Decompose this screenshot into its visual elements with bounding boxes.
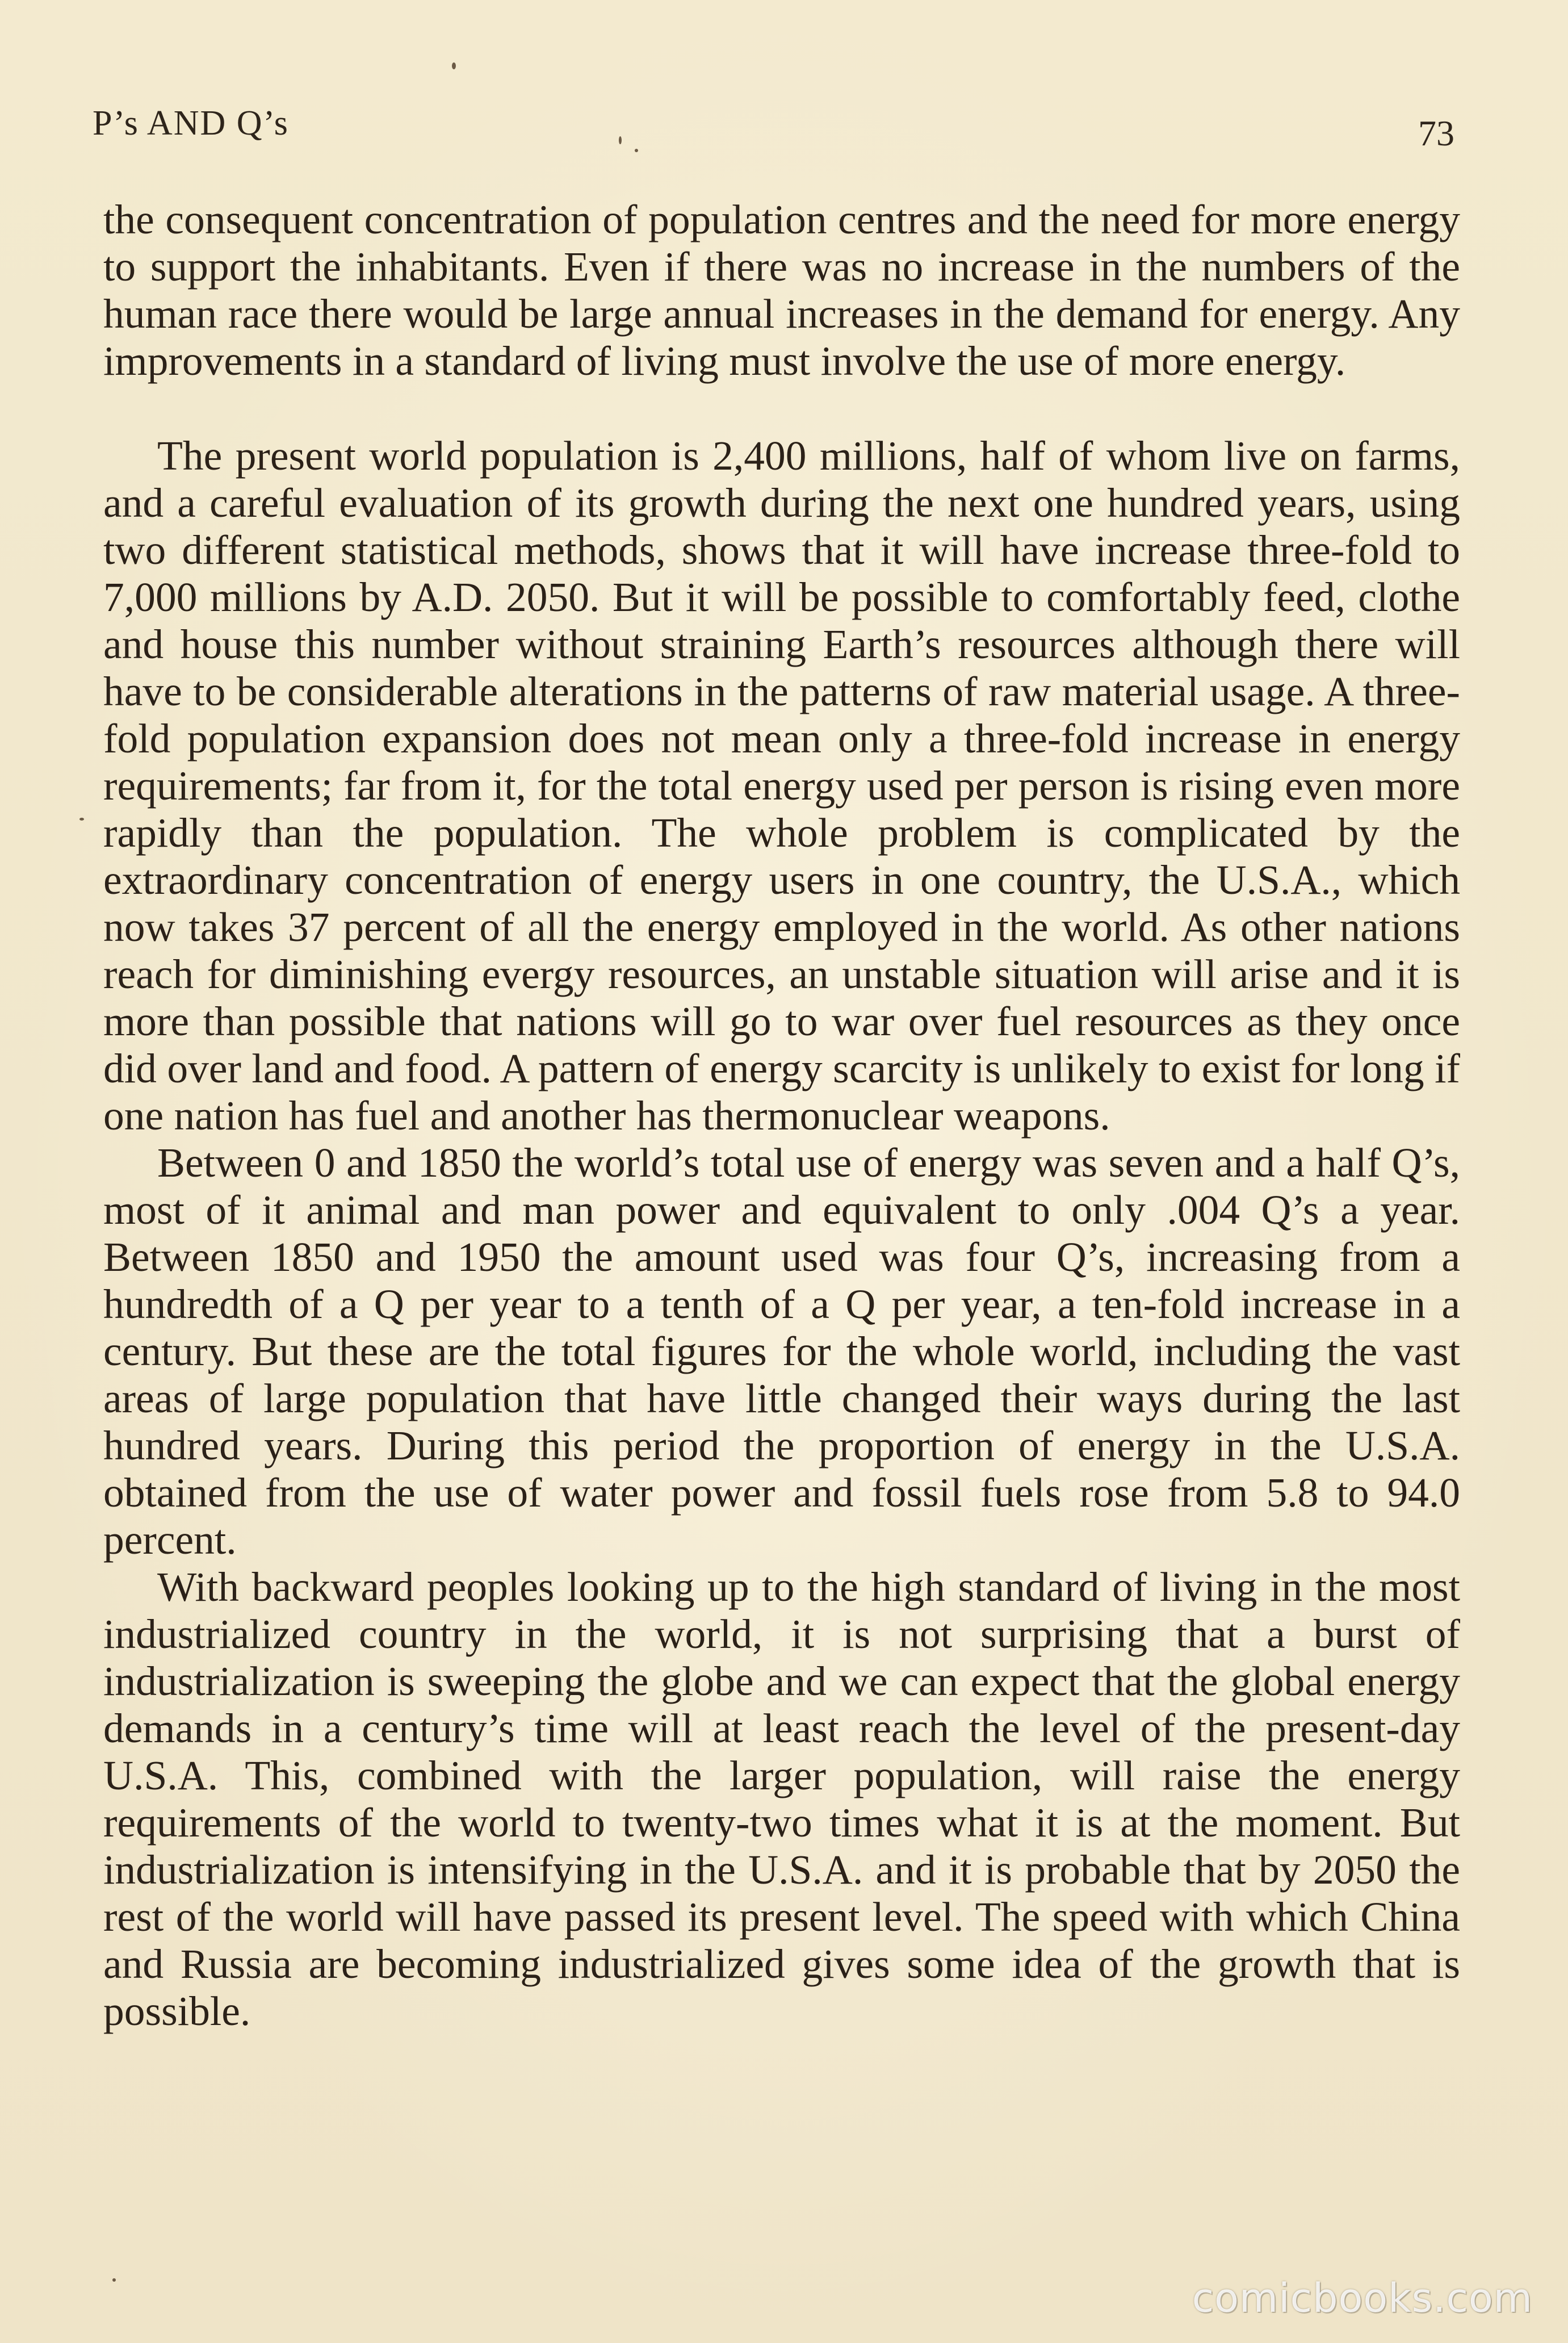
running-title: P’s AND Q’s <box>93 104 289 143</box>
paper-speck <box>635 149 638 152</box>
paragraph-3: Between 0 and 1850 the world’s total use of energy was seven and a half Q’s, most of it animal and man power and equivalent to only .004 Q’s a year. Between 1850 and 1950 the amount used was four Q’s, increasing from a hundredth of a Q per year to a tenth of a Q per year, a ten-fold increase in a century. But these are the total figures for the whole world, including the vast areas of large population that have little changed their ways during the last hundred years. During this period the proportion of energy in the U.S.A. obtained from the use of water power and fossil fuels rose from 5.8 to 94.0 percent. <box>103 1140 1460 1563</box>
paragraph-4: With backward peoples looking up to the high standard of living in the most industrialized country in the world, it is not surprising that a burst of industrialization is sweeping the globe and we can expect that the global energy demands in a century’s time will at least reach the level of the present-day U.S.A. This, combined with the larger population, will raise the energy requirements of the world to twenty-two times what it is at the moment. But industrialization is intensifying in the U.S.A. and it is probable that by 2050 the rest of the world will have passed its present level. The speed with which China and Russia are becoming industrialized gives some idea of the growth that is possible. <box>103 1564 1460 2034</box>
paragraph-2: The present world population is 2,400 millions, half of whom live on farms, and a careful evaluation of its growth during the next one hundred years, using two different statistical methods, shows that it will have increase three-fold to 7,000 millions by A.D. 2050. But it will be possible to comfortably feed, clothe and house this number without straining Earth’s resources although there will have to be considerable alterations in the patterns of raw material usage. A three-fold population expansion does not mean only a three-fold increase in energy requirements; far from it, for the total energy used per person is rising even more rapidly than the population. The whole problem is complicated by the extraordinary concentration of energy users in one country, the U.S.A., which now takes 37 percent of all the energy employed in the world. As other nations reach for diminishing evergy resources, an unstable situation will arise and it is more than possible that nations will go to war over fuel resources as they once did over land and food. A pattern of energy scarcity is unlikely to exist for long if one nation has fuel and another has thermonuclear weapons. <box>103 433 1460 1139</box>
paragraph-1: the consequent concentration of population centres and the need for more energy to support the inhabitants. Even if there was no increase in the numbers of the human race there would be large annual increases in the demand for energy. Any improvements in a standard of living must involve the use of more energy. <box>103 196 1460 384</box>
page-number: 73 <box>1418 113 1454 153</box>
watermark-logo: comicbooks.com <box>1192 2275 1533 2321</box>
paper-speck <box>619 136 622 144</box>
paper-speck <box>452 62 456 69</box>
paper-speck <box>112 2278 116 2282</box>
body-text <box>103 196 1460 2035</box>
paper-speck <box>79 818 84 821</box>
